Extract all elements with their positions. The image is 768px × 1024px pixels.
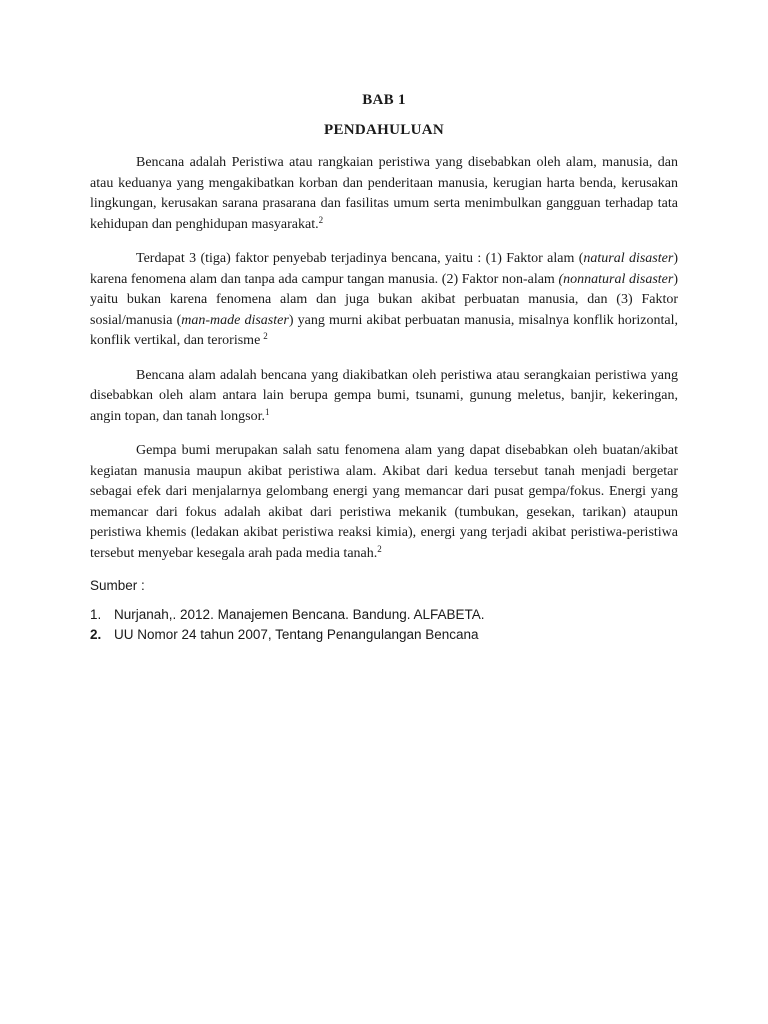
reference-list (90, 605, 678, 645)
footnote-marker: 1 (264, 406, 270, 417)
italic-term: man-made disaster (181, 312, 289, 328)
paragraph-text: Gempa bumi merupakan salah satu fenomena alam yang dapat disebabkan oleh buatan/akibat kegiatan manusia maupun akibat peristiwa alam. Akibat dari kedua tersebut tanah menjadi bergetar sebagai efek dari menjalarnya gelombang energi yang memancar dari pusat gempa/fokus. Energi yang memancar dari fokus adalah akibat dari peristiwa mekanik (tumbukan, gesekan, tarikan) ataupun peristiwa khemis (ledakan akibat peristiwa reaksi kimia), energi yang terjadi akibat peristiwa-peristiwa tersebut menyebar kesegala arah pada media tanah. (90, 443, 678, 561)
paragraph-text: ) yaitu bukan karena fenomena alam dan juga bukan akibat perbuatan manusia, dan (3) Faktor sosial/manusia ( (90, 271, 678, 328)
italic-term: (nonnatural disaster (558, 271, 674, 287)
reference-number: 2. (90, 627, 102, 642)
paragraph-text: ) yang murni akibat perbuatan manusia, misalnya konflik horizontal, konflik vertikal, dan terorisme (90, 312, 678, 348)
footnote-marker: 2 (377, 543, 382, 554)
paragraph (90, 153, 678, 235)
reference-number: 1. (90, 607, 102, 622)
paragraph-text: Bencana adalah Peristiwa atau rangkaian peristiwa yang disebabkan oleh alam, manusia, dan atau keduanya yang mengakibatkan korban dan penderitaan manusia, kerugian harta benda, kerusakan lingkungan, kerusakan sarana prasarana dan fasilitas umum serta menimbulkan gangguan terhadap tata kehidupan dan penghidupan masyarakat. (90, 155, 678, 232)
paragraph-text: Bencana alam adalah bencana yang diakibatkan oleh peristiwa atau serangkaian peristiwa yang disebabkan oleh alam antara lain berupa gempa bumi, tsunami, gunung meletus, banjir, kekeringan, angin topan, dan tanah longsor. (90, 367, 678, 424)
paragraph-text: Terdapat 3 (tiga) faktor penyebab terjadinya bencana, yaitu : (1) Faktor alam ( (136, 251, 584, 266)
footnote-marker: 2 (318, 214, 324, 225)
reference-item (90, 625, 678, 645)
italic-term: natural disaster (583, 251, 674, 266)
reference-text: UU Nomor 24 tahun 2007, Tentang Penangulangan Bencana (114, 627, 479, 642)
paragraph (90, 366, 678, 428)
chapter-heading: BAB 1 (362, 92, 406, 108)
reference-item (90, 605, 678, 625)
chapter-title: PENDAHULUAN (324, 122, 444, 138)
body-text (90, 153, 678, 564)
paragraph-text: ) karena fenomena alam dan tanpa ada campur tangan manusia. (2) Faktor non-alam (90, 251, 678, 287)
reference-text: Nurjanah,. 2012. Manajemen Bencana. Bandung. ALFABETA. (114, 607, 485, 622)
paragraph (90, 441, 678, 564)
footnote-marker: 2 (263, 331, 268, 341)
source-label: Sumber : (90, 578, 145, 593)
paragraph (90, 249, 678, 352)
